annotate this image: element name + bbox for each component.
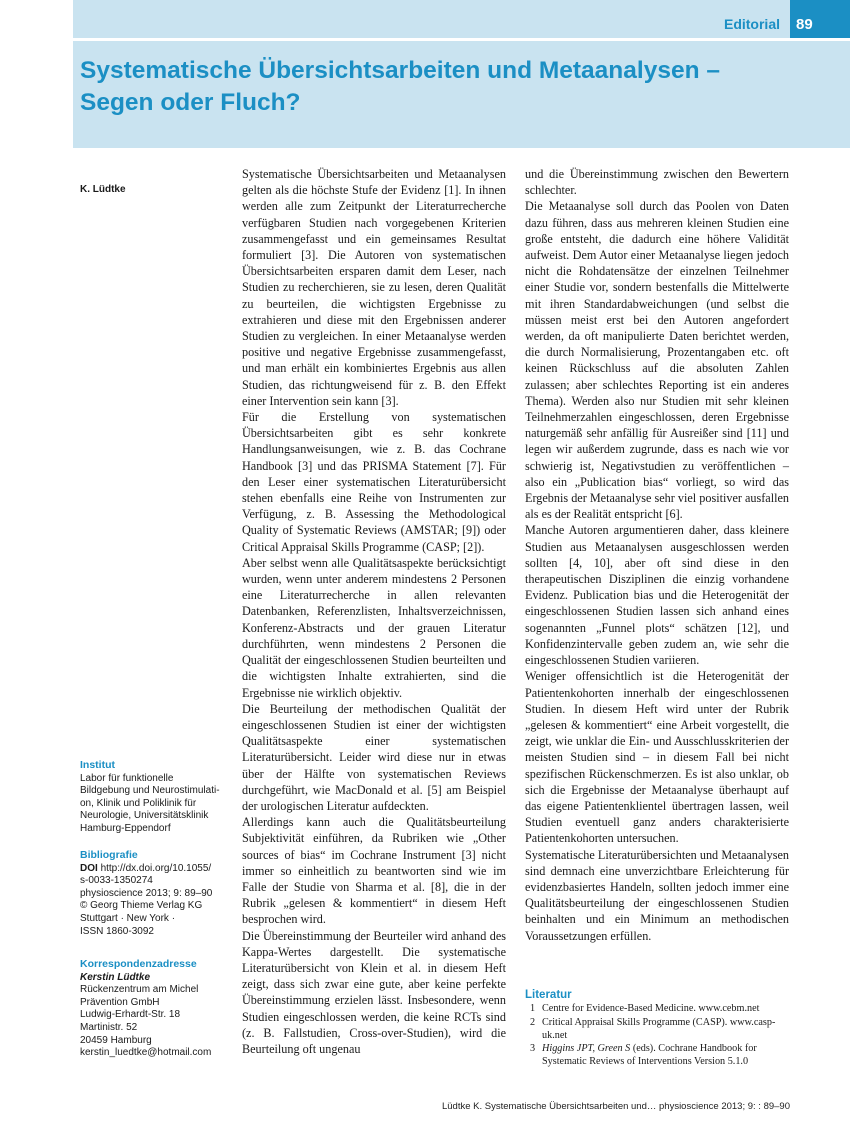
biblio-line: ISSN 1860-3092 — [80, 925, 154, 937]
reference-number: 2 — [530, 1016, 536, 1028]
paragraph: Weniger offensichtlich ist die Heterogenität der Patientenkohorten innerhalb der eingeschlossenen Studien. In diesem Heft wird unter der Rubrik „gelesen & kommentiert“ eine Arbeit vorgestellt, die zeigt, wie unklar die Ein- und Ausschlusskriterien der meisten Studien sind – in diesem Fall bei nicht spezifischen Rückenschmerzen. Es ist also unklar, ob sich die Ergebnisse der Metaanalyse überhaupt auf das eigene Patientenklientel übertragen lassen, weil Studien eventuell ganz anders charakterisierte Patientenkohorten untersuchen. — [525, 669, 789, 846]
author-name: K. Lüdtke — [80, 184, 126, 195]
address-line: Prävention GmbH — [80, 996, 160, 1008]
biblio-line: physioscience 2013; 9: 89–90 — [80, 887, 213, 899]
paragraph: Aber selbst wenn alle Qualitätsaspekte berücksichtigt wurden, wenn unter anderem mindestens 2 Personen eine Literaturrecherche in allen relevanten Datenbanken, Referenzlisten, Inhaltsverzeichnissen, Konferenz-Abstracts und der grauen Literatur durchführten, wenn mindestens 2 Personen die Qualität der eingeschlossenen Studien beurteilten und die wichtigsten Inhalte extrahierten, sind die Ergebnisse nie wirklich objektiv. — [242, 555, 506, 700]
korrespondenz-name: Kerstin Lüdtke — [80, 971, 151, 983]
reference-item — [525, 1003, 790, 1016]
doi-label: DOI — [80, 862, 98, 874]
institut-line: Labor für funktionelle — [80, 772, 174, 784]
doi-link[interactable]: http://dx.doi.org/10.1055/ — [100, 862, 212, 874]
header-divider — [73, 38, 850, 41]
address-line: Martinistr. 52 — [80, 1021, 138, 1033]
biblio-line: Stuttgart · New York · — [80, 912, 176, 924]
paragraph: und die Übereinstimmung zwischen den Bewertern schlechter. — [525, 167, 789, 198]
reference-item — [525, 1017, 790, 1043]
reference-author: Higgins JPT, Green S — [542, 1043, 631, 1055]
doi-line — [80, 863, 240, 876]
korrespondenz-block — [80, 958, 240, 1060]
page-footer: Lüdtke K. Systematische Übersichtsarbeiten und… physioscience 2013; 9: : 89–90 — [441, 1101, 790, 1112]
reference-item — [525, 1043, 790, 1069]
paragraph: Die Übereinstimmung der Beurteiler wird anhand des Kappa-Wertes dargestellt. Die systematische Literaturübersicht von Klein et al. in diesem Heft zeigt, dass sich zwar eine gute, aber keine perfekte Übereinstimmung erzielen lässt. Insbesondere, wenn Studien eingeschlossen werden, die keine RCTs sind (z. B. Fallstudien, Cross-over-Studien), wird die Beurteilung oft ungenau — [242, 928, 506, 1056]
biblio-line: © Georg Thieme Verlag KG — [80, 900, 203, 912]
reference-text: (eds). Cochrane Handbook for Systematic Reviews of Interventions Version 5.1.0 — [542, 1043, 757, 1068]
institut-line: on, Klinik und Poliklinik für — [80, 797, 197, 809]
paragraph: Die Beurteilung der methodischen Qualität der eingeschlossenen Studien ist einer der wichtigsten Qualitätsaspekte einer systematischen Literaturübersicht. Leider wird diese nur in etwas über der Hälfte von systematischen Reviews durchgeführt, wie MacDonald et al. [5] am Beispiel der urologischen Literatur aufdeckten. — [242, 701, 506, 813]
address-line: Rückenzentrum am Michel — [80, 984, 199, 996]
bibliografie-block — [80, 849, 240, 938]
paragraph: Für die Erstellung von systematischen Übersichtsarbeiten gibt es sehr konkrete Handlungsanweisungen, wie z. B. das Cochrane Handbook [3] und das PRISMA Statement [7]. Für den Leser einer systematischen Literaturübersicht stehen ebenfalls eine Reihe von Instrumenten zur Verfügung, z. B. Assessing the Methodological Quality of Systematic Reviews (AMSTAR; [9]) oder Critical Appraisal Skills Programme (CASP; [2]). — [242, 410, 506, 554]
section-label: Editorial — [723, 16, 780, 32]
paragraph: Die Metaanalyse soll durch das Poolen von Daten dazu führen, dass aus mehreren kleinen Studien eine große entsteht, die dadurch eine höhere Validität aufweist. Dem Autor einer Metaanalyse liegen jedoch nicht die Rohdatensätze der einzelnen Teilnehmer einer Studie vor, sondern bestenfalls die Mittelwerte mit ihren Standardabweichungen (und selbst die müssen meist erst bei den Autoren angefordert werden, da oft manipulierte Daten berichtet werden, die durch Normalisierung, Prozentangaben etc. oft keinen Rückschluss auf die absoluten Zahlen zulassen; aber schlechtes Reporting ist ein anderes Thema). Werden also nur Studien mit sehr kleinen Teilnehmerzahlen eingeschlossen, deren Ergebnisse naturgemäß sehr anfällig für Ausreißer sind [11] und legen wir außerdem zugrunde, dass es nach wie vor schwierig ist, Negativstudien zu veröffentlichen – also ein „Publication bias“ vorliegt, so wird das Ergebnis der Metaanalyse sehr viel positiver ausfallen als es der Realität entspricht [6]. — [525, 199, 789, 522]
literatur-section — [525, 989, 790, 1070]
institut-block — [80, 759, 240, 836]
paragraph: Systematische Literaturübersichten und Metaanalysen sind demnach eine unverzichtbare Erleichterung für evidenzbasiertes Handeln, sollten jedoch immer eine Qualitätsbeurteilung der eingeschlossenen Studien beinhalten und ein Minimum an methodischen Voraussetzungen erfüllen. — [525, 847, 789, 943]
reference-text: Critical Appraisal Skills Programme (CASP). www.casp-uk.net — [542, 1016, 776, 1041]
bibliografie-heading: Bibliografie — [80, 849, 138, 861]
title-line-2: Segen oder Fluch? — [80, 89, 301, 116]
institut-line: Hamburg-Eppendorf — [80, 822, 171, 834]
institut-line: Neurologie, Universitätsklinik — [80, 810, 209, 822]
institut-line: Bildgebung und Neurostimulati- — [80, 785, 220, 797]
institut-heading: Institut — [80, 759, 115, 771]
paragraph: Allerdings kann auch die Qualitätsbeurteilung Subjektivität einführen, da Rubriken wie „Other sources of bias“ im Cochrane Instrument [3] nicht immer so einheitlich zu beantworten sind wie im Falle der Studie von Sharma et al. [8], die in der Rubrik „gelesen & kommentiert“ in diesem Heft besprochen wird. — [242, 815, 506, 927]
address-line: 20459 Hamburg — [80, 1034, 152, 1046]
literatur-heading: Literatur — [525, 989, 572, 1001]
reference-text: Centre for Evidence-Based Medicine. www.cebm.net — [542, 1003, 760, 1014]
korrespondenz-heading: Korrespondenzadresse — [80, 958, 197, 970]
reference-number: 3 — [530, 1043, 536, 1055]
page-number: 89 — [790, 0, 850, 38]
paragraph: Manche Autoren argumentieren daher, dass kleinere Studien aus Metaanalysen ausgeschlossen werden sollten [4, 10], aber oft sind diese in den therapeutischen Disziplinen die einzig vorhandene Evidenz. Publication bias und die Heterogenität der eingeschlossenen Studien lassen sich anhand eines sogenannten „Funnel plots“ schätzen [12], und Konfidenzintervalle geben zudem an, wie sehr die eingeschlossenen Studien variieren. — [525, 523, 789, 668]
reference-number: 1 — [530, 1003, 536, 1014]
article-title — [80, 55, 820, 119]
email-link[interactable]: kerstin_luedtke@hotmail.com — [80, 1047, 212, 1059]
paragraph: Systematische Übersichtsarbeiten und Metaanalysen gelten als die höchste Stufe der Evidenz [1]. In ihnen werden alle zum Zeitpunkt der Literaturrecherche verfügbaren Studien nach vorgegebenen Kriterien zusammengefasst und ein gemeinsames Resultat formuliert [3]. Die Autoren von systematischen Übersichtsarbeiten ersparen damit dem Leser, nach Studien zu recherchieren, sie zu lesen, deren Qualität zu beurteilen, die wichtigsten Ergebnisse zu extrahieren und diese mit den Ergebnissen anderer Studien zu vergleichen. In einer Metaanalyse werden positive und negative Ergebnisse zusammengefasst, und man erhält ein kombiniertes Ergebnis aus allen Studien, das richtungweisend für z. B. den Effekt einer Intervention sein kann [3]. — [242, 167, 506, 408]
biblio-line: s-0033-1350274 — [80, 875, 153, 887]
body-column-2 — [525, 166, 789, 944]
body-column-1 — [242, 166, 506, 1057]
title-line-1: Systematische Übersichtsarbeiten und Metaanalysen – — [80, 57, 720, 84]
address-line: Ludwig-Erhardt-Str. 18 — [80, 1009, 181, 1021]
